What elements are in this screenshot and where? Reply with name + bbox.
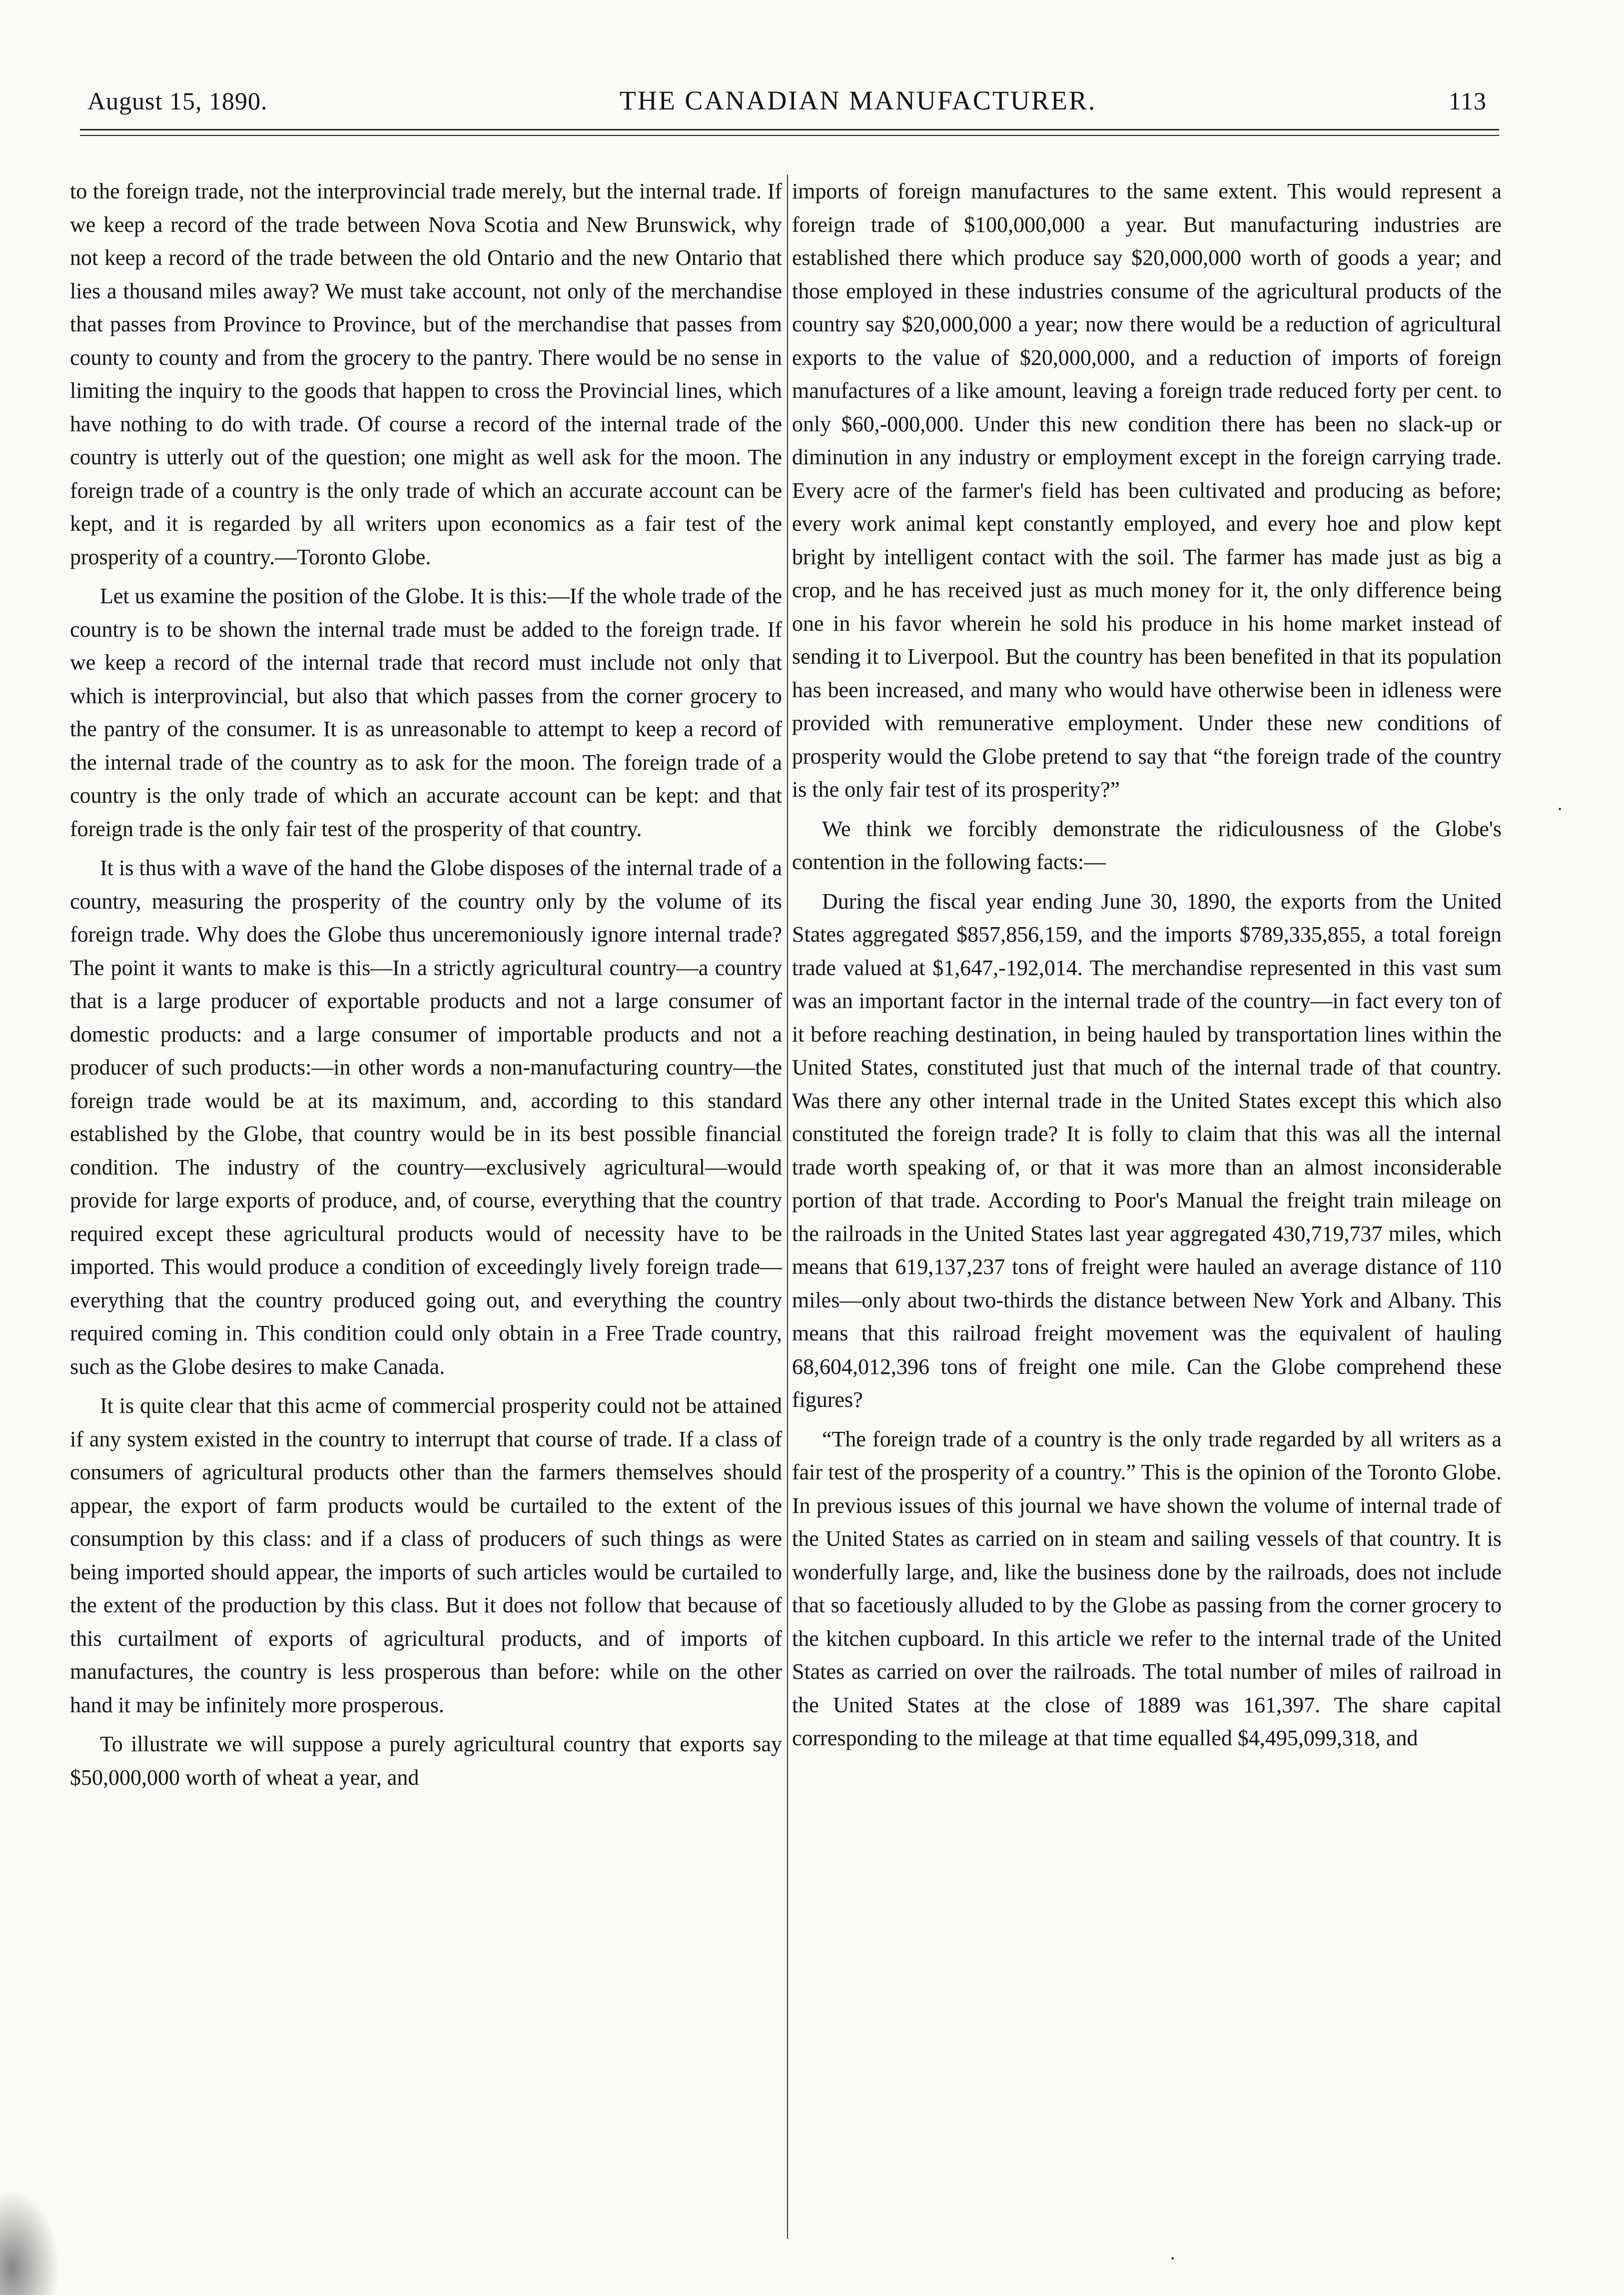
paragraph: It is quite clear that this acme of commercial prosperity could not be attained if any system existed in the country to interrupt that course of trade. If a class of consumers of agricultural products other than the farmers themselves should appear, the export of farm products would be curtailed to the extent of the consumption by this class: and if a class of producers of such things as were being imported should appear, the imports of such articles would be curtailed to the extent of the production by this class. But it does not follow that because of this curtailment of exports of agricultural products, and of imports of manufactures, the country is less prosperous than before: while on the other hand it may be infinitely more prosperous. (70, 1393, 782, 1717)
ink-speck: · (1557, 798, 1564, 820)
paragraph: During the fiscal year ending June 30, 1890, the exports from the United States aggregated $857,856,159, and the imports $789,335,855, a total foreign trade valued at $1,647,-192,014. The merchandise represented in this vast sum was an important factor in the internal trade of the country—in fact every ton of it before reaching destination, in being hauled by transportation lines within the United States, constituted just that much of the internal trade of that country. Was there any other internal trade in the United States except this which also constituted the foreign trade? It is folly to claim that this was all the internal trade worth speaking of, or that it was more than an almost inconsiderable portion of that trade. According to Poor's Manual the freight train mileage on the railroads in the United States last year aggregated 430,719,737 miles, which means that 619,137,237 tons of freight were hauled an average distance of 110 miles—only about two-thirds the distance between New York and Albany. This means that this railroad freight movement was the equivalent of hauling 68,604,012,396 tons of freight one mile. Can the Globe comprehend these figures? (792, 889, 1502, 1412)
paragraph: Let us examine the position of the Globe. It is this:—If the whole trade of the country is to be shown the internal trade must be added to the foreign trade. If we keep a record of the internal trade that record must include not only that which is interprovincial, but also that which passes from the corner grocery to the pantry of the consumer. It is as unreasonable to attempt to keep a record of the internal trade of the country as to ask for the moon. The foreign trade of a country is the only trade of which an accurate account can be kept: and that foreign trade is the only fair test of the prosperity of that country. (70, 584, 782, 841)
page-number: 113 (1448, 87, 1487, 115)
issue-date: August 15, 1890. (87, 87, 268, 115)
paragraph: imports of foreign manufactures to the same extent. This would represent a foreign trade of $100,000,000 a year. But manufacturing industries are established there which produce say $20,000,000 worth of goods a year; and those employed in these industries consume of the agricultural products of the country say $20,000,000 a year; now there would be a reduction of agricultural exports to the value of $20,000,000, and a reduction of imports of foreign manufactures of a like amount, leaving a foreign trade reduced forty per cent. to only $60,-000,000. Under this new condition there has been no slack-up or diminution in any industry or employment except in the foreign carrying trade. Every acre of the farmer's field has been cultivated and producing as before; every work animal kept constantly employed, and every hoe and plow kept bright by intelligent contact with the soil. The farmer has made just as big a crop, and he has received just as much money for it, the only difference being one in his favor wherein he sold his produce in his home market instead of sending it to Liverpool. But the country has been benefited in that its population has been increased, and many who would have otherwise been in idleness were provided with remunerative employment. Under these new conditions of prosperity would the Globe pretend to say that “the foreign trade of the country is the only fair test of its prosperity?” (792, 179, 1502, 802)
paragraph: To illustrate we will suppose a purely agricultural country that exports say $50,000,000 worth of wheat a year, and (70, 1732, 782, 1790)
left-column (70, 175, 782, 2234)
paragraph: It is thus with a wave of the hand the Globe disposes of the internal trade of a country, measuring the prosperity of the country only by the volume of its foreign trade. Why does the Globe thus unceremoniously ignore internal trade? The point it wants to make is this—In a strictly agricultural country—a country that is a large producer of exportable products and not a large consumer of domestic products: and a large consumer of importable products and not a producer of such products:—in other words a non-manufacturing country—the foreign trade would be at its maximum, and, according to this standard established by the Globe, that country would be in its best possible financial condition. The industry of the country—exclusively agricultural—would provide for large exports of produce, and, of course, everything that the country required except these agricultural products would of necessity have to be imported. This would produce a condition of exceedingly lively foreign trade—everything that the country produced going out, and everything the country required coming in. This condition could only obtain in a Free Trade country, such as the Globe desires to make Canada. (70, 856, 782, 1379)
header-rule (80, 129, 1499, 130)
page-header (87, 85, 1487, 125)
right-column (792, 175, 1502, 2234)
paragraph: “The foreign trade of a country is the only trade regarded by all writers as a fair test of the prosperity of a country.” This is the opinion of the Toronto Globe. In previous issues of this journal we have shown the volume of internal trade of the United States as carried on in steam and sailing vessels of that country. It is wonderfully large, and, like the business done by the railroads, does not include that so facetiously alluded to by the Globe as passing from the corner grocery to the kitchen cupboard. In this article we refer to the internal trade of the United States as carried on over the railroads. The total number of miles of railroad in the United States at the close of 1889 was 161,397. The share capital corresponding to the mileage at that time equalled $4,495,099,318, and (792, 1426, 1502, 1750)
scan-smudge (0, 2189, 60, 2295)
paragraph: to the foreign trade, not the interprovincial trade merely, but the internal trade. If we keep a record of the trade between Nova Scotia and New Brunswick, why not keep a record of the trade between the old Ontario and the new Ontario that lies a thousand miles away? We must take account, not only of the merchandise that passes from Province to Province, but of the merchandise that passes from county to county and from the grocery to the pantry. There would be no sense in limiting the inquiry to the goods that happen to cross the Provincial lines, which have nothing to do with trade. Of course a record of the internal trade of the country is utterly out of the question; one might as well ask for the moon. The foreign trade of a country is the only trade of which an accurate account can be kept, and it is regarded by all writers upon economics as a fair test of the prosperity of a country.—Toronto Globe. (70, 179, 782, 569)
column-divider (787, 175, 788, 2239)
paragraph: We think we forcibly demonstrate the ridiculousness of the Globe's contention in the following facts:— (792, 816, 1502, 874)
publication-title: THE CANADIAN MANUFACTURER. (619, 85, 1097, 115)
header-rule-double (80, 135, 1499, 136)
ink-speck: · (1169, 2247, 1176, 2270)
